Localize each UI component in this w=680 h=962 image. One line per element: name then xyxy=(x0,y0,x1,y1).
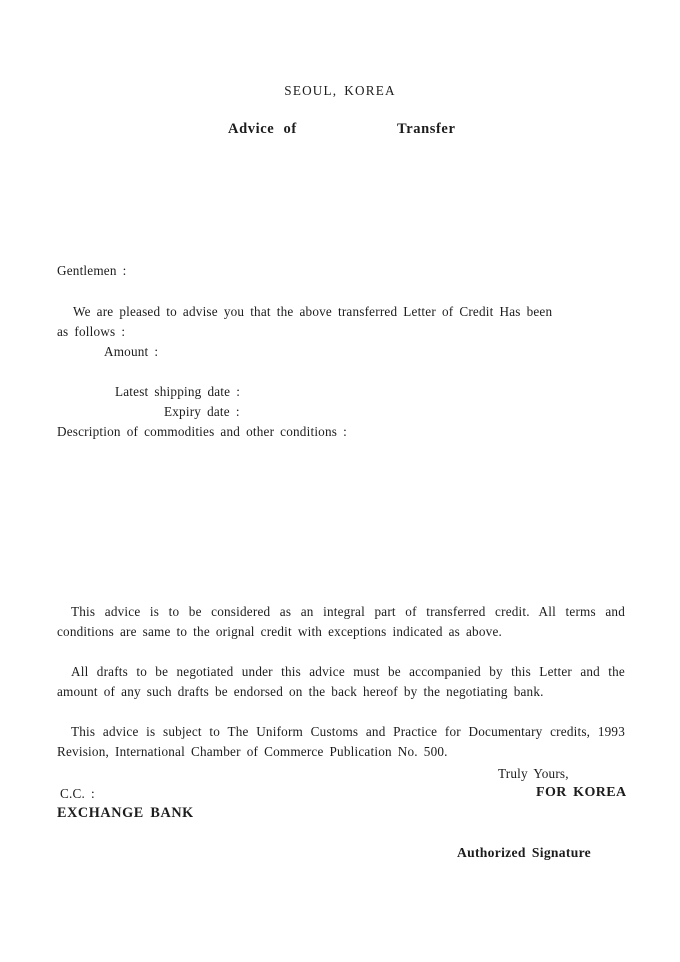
expiry-date-label: Expiry date : xyxy=(164,404,240,419)
cc-label: C.C. : xyxy=(60,786,95,801)
amount-label: Amount : xyxy=(104,344,159,359)
title-transfer: Transfer xyxy=(397,121,456,137)
terms-paragraph-3: This advice is subject to The Uniform Customs and Practice for Documentary credits, 1993 Revision, International Chamber of Commerce Publication No. 500. xyxy=(57,724,625,759)
for-korea-label: FOR KOREA xyxy=(536,785,627,800)
authorized-signature-label: Authorized Signature xyxy=(457,845,591,860)
terms-paragraph-2: All drafts to be negotiated under this advice must be accompanied by this Letter and the amount of any such drafts be endorsed on the back hereof by the negotiating bank. xyxy=(57,664,625,699)
closing-truly-yours: Truly Yours, xyxy=(498,766,569,781)
title-advice-of: Advice of xyxy=(228,121,297,137)
bank-name: EXCHANGE BANK xyxy=(57,805,194,821)
intro-line-2: as follows : xyxy=(57,324,126,339)
terms-paragraph-1: This advice is to be considered as an integral part of transferred credit. All terms and conditions are same to the orignal credit with exceptions indicated as above. xyxy=(57,604,625,639)
salutation: Gentlemen : xyxy=(57,263,127,278)
description-label: Description of commodities and other conditions : xyxy=(57,424,347,439)
latest-shipping-date-label: Latest shipping date : xyxy=(115,384,241,399)
intro-line-1: We are pleased to advise you that the above transferred Letter of Credit Has been xyxy=(73,304,553,319)
city-line: SEOUL, KOREA xyxy=(284,83,396,98)
